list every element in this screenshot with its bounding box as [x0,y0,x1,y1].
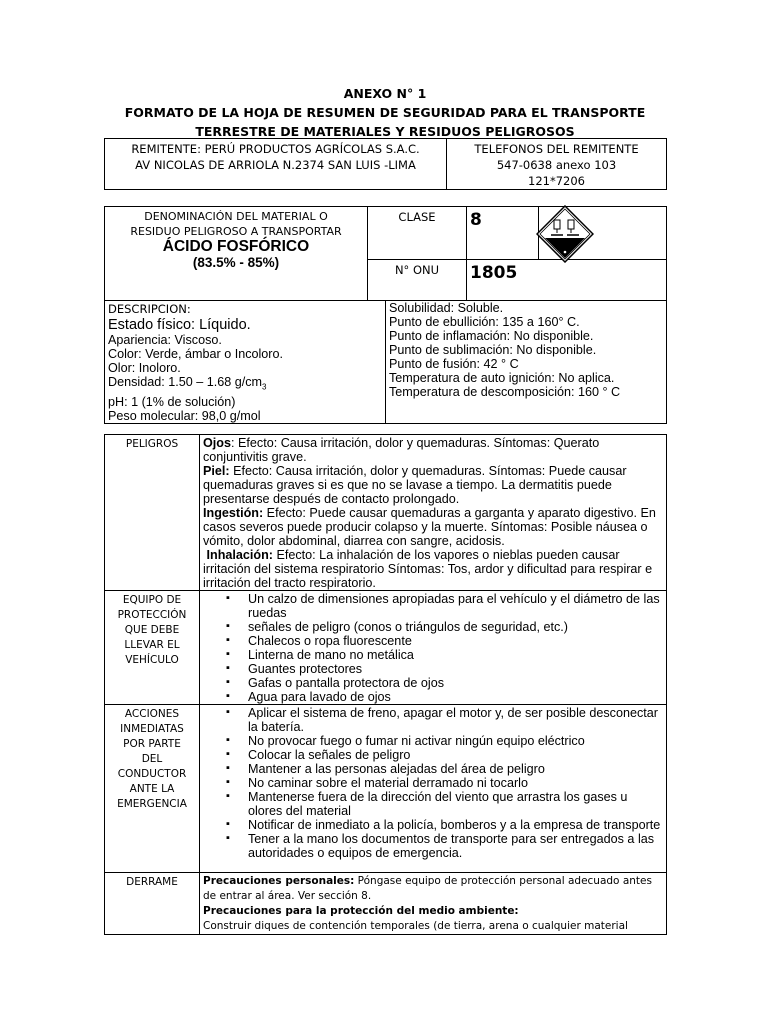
list-item: ▪ Linterna de mano no metálica [203,648,663,662]
annex-title: ANEXO N° 1 [343,86,427,101]
actions-label-line: POR PARTE [123,738,181,750]
sender-cell [105,139,447,190]
density: Densidad: 1.50 – 1.68 g/cm [108,375,263,389]
actions-label-line: DEL [141,753,163,765]
hazards-content [200,435,667,591]
odor: Olor: Inoloro. [108,361,181,375]
class-value: 8 [467,207,539,260]
equipment-list [203,592,663,704]
actions-content [200,705,667,873]
list-item: ▪ No caminar sobre el material derramado ni tocarlo [203,776,663,790]
actions-label [105,705,200,873]
ingestion-text: Efecto: Puede causar quemaduras a garganta y aparato digestivo. En casos severos puede producir colapso y la muerte. Síntomas: Posible náusea o vómito, dolor abdominal, diarrea con sangre, acidosis. [203,506,656,548]
inhalation-title: Inhalación: [206,548,273,562]
phone-2: 121*7206 [528,174,585,188]
boiling-point: Punto de ebullición: 135 a 160° C. [389,315,580,329]
solubility: Solubilidad: Soluble. [389,301,504,315]
personal-precautions-title: Precauciones personales: [203,875,355,887]
ingestion-paragraph [203,506,663,548]
phones-label: TELEFONOS DEL REMITENTE [474,142,639,156]
appearance: Apariencia: Viscoso. [108,333,222,347]
material-table [104,206,667,301]
ingestion-title: Ingestión: [203,506,264,520]
physical-state: Estado físico: Líquido. [108,317,251,333]
equipment-label-line: QUE DEBE [124,624,180,636]
class-label: CLASE [368,207,467,260]
actions-label-line: CONDUCTOR [117,768,187,780]
environment-precautions-text: Construir diques de contención temporales (de tierra, arena o cualquier material [203,920,628,932]
denomination-cell [105,207,368,301]
actions-list [203,706,663,860]
actions-label-line: ANTE LA [129,783,175,795]
safety-table [104,434,667,935]
ph: pH: 1 (1% de solución) [108,394,236,409]
eyes-paragraph [203,436,663,464]
material-concentration: (83.5% - 85%) [192,255,280,270]
list-item: ▪ No provocar fuego o fumar ni activar ningún equipo eléctrico [203,734,663,748]
personal-precautions-text: Póngase equipo de protección personal adecuado antes de entrar al área. Ver sección 8. [203,875,652,902]
sender-address: AV NICOLAS DE ARRIOLA N.2374 SAN LUIS -LIMA [135,158,416,172]
description-right [386,301,667,424]
molecular-weight: Peso molecular: 98,0 g/mol [108,408,261,423]
list-item: ▪ señales de peligro (conos o triángulos de seguridad, etc.) [203,620,663,634]
equipment-label-line: EQUIPO DE [122,594,182,606]
spill-label: DERRAME [105,873,200,935]
inhalation-paragraph [203,548,663,590]
material-name: ÁCIDO FOSFÓRICO [162,238,310,255]
phones-cell [447,139,667,190]
equipment-label [105,591,200,705]
list-item: ▪ Colocar la señales de peligro [203,748,663,762]
hazards-label: PELIGROS [105,435,200,591]
form-title-line2: TERRESTRE DE MATERIALES Y RESIDUOS PELIGROSOS [195,124,575,139]
flash-point: Punto de inflamación: No disponible. [389,329,594,343]
onu-label: N° ONU [368,260,467,301]
decomposition-temp: Temperatura de descomposición: 160 ° C [389,385,621,399]
color: Color: Verde, ámbar o Incoloro. [108,347,284,361]
list-item: ▪ Mantenerse fuera de la dirección del viento que arrastra los gases u olores del material [203,790,663,818]
density-line [108,375,382,395]
denomination-line2: RESIDUO PELIGROSO A TRANSPORTAR [130,225,342,238]
skin-paragraph [203,464,663,506]
actions-label-line: EMERGENCIA [117,798,187,810]
description-left [105,301,386,424]
eyes-title: Ojos [203,436,231,450]
inhalation-text: Efecto: La inhalación de los vapores o nieblas pueden causar irritación del sistema respiratorio Síntomas: Tos, ardor y dificultad para respirar e irritación del tracto respiratorio. [203,548,653,590]
density-unit-sub: 3 [262,382,267,392]
list-item: ▪ Aplicar el sistema de freno, apagar el motor y, de ser posible desconectar la batería. [203,706,663,734]
sublimation-point: Punto de sublimación: No disponible. [389,343,597,357]
hazard-symbol-cell [539,207,667,260]
list-item: ▪ Gafas o pantalla protectora de ojos [203,676,663,690]
actions-label-line: ACCIONES [124,708,180,720]
list-item: ▪ Mantener a las personas alejadas del área de peligro [203,762,663,776]
list-item: ▪ Notificar de inmediato a la policía, bomberos y a la empresa de transporte [203,818,663,832]
list-item: ▪ Chalecos o ropa fluorescente [203,634,663,648]
melting-point: Punto de fusión: 42 ° C [389,357,519,371]
sender-table [104,138,667,190]
equipment-label-line: VEHÍCULO [125,654,179,666]
form-title-line1: FORMATO DE LA HOJA DE RESUMEN DE SEGURIDAD PARA EL TRANSPORTE [124,105,646,120]
description-title: DESCRIPCION: [108,302,191,316]
equipment-label-line: PROTECCIÓN [117,609,187,621]
list-item: ▪ Un calzo de dimensiones apropiadas para el vehículo y el diámetro de las ruedas [203,592,663,620]
list-item: ▪ Tener a la mano los documentos de transporte para ser entregados a las autoridades o equipos de emergencia. [203,832,663,860]
list-item: ▪ Guantes protectores [203,662,663,676]
corrosive-diamond-icon [536,205,594,263]
sender-name: REMITENTE: PERÚ PRODUCTOS AGRÍCOLAS S.A.C. [131,142,420,156]
environment-title-text: Precauciones para la protección del medio ambiente: [203,905,519,917]
skin-text: Efecto: Causa irritación, dolor y quemaduras. Síntomas: Puede causar quemaduras graves si es que no se lavase a tiempo. La dermatitis puede presentarse después de contacto prolongado. [203,464,627,506]
personal-precautions [203,874,663,904]
description-table [104,300,667,424]
list-item: ▪ Agua para lavado de ojos [203,690,663,704]
equipment-label-line: LLEVAR EL [124,639,180,651]
spill-content [200,873,667,935]
actions-label-line: INMEDIATAS [120,723,184,735]
eyes-text: : Efecto: Causa irritación, dolor y quemaduras. Síntomas: Querato conjuntivitis grave. [203,436,600,464]
autoignition-temp: Temperatura de auto ignición: No aplica. [389,371,615,385]
skin-title: Piel: [203,464,230,478]
environment-precautions-title [203,904,663,919]
equipment-content [200,591,667,705]
onu-value: 1805 [467,260,667,301]
denomination-line1: DENOMINACIÓN DEL MATERIAL O [144,210,328,223]
phone-1: 547-0638 anexo 103 [496,158,617,172]
